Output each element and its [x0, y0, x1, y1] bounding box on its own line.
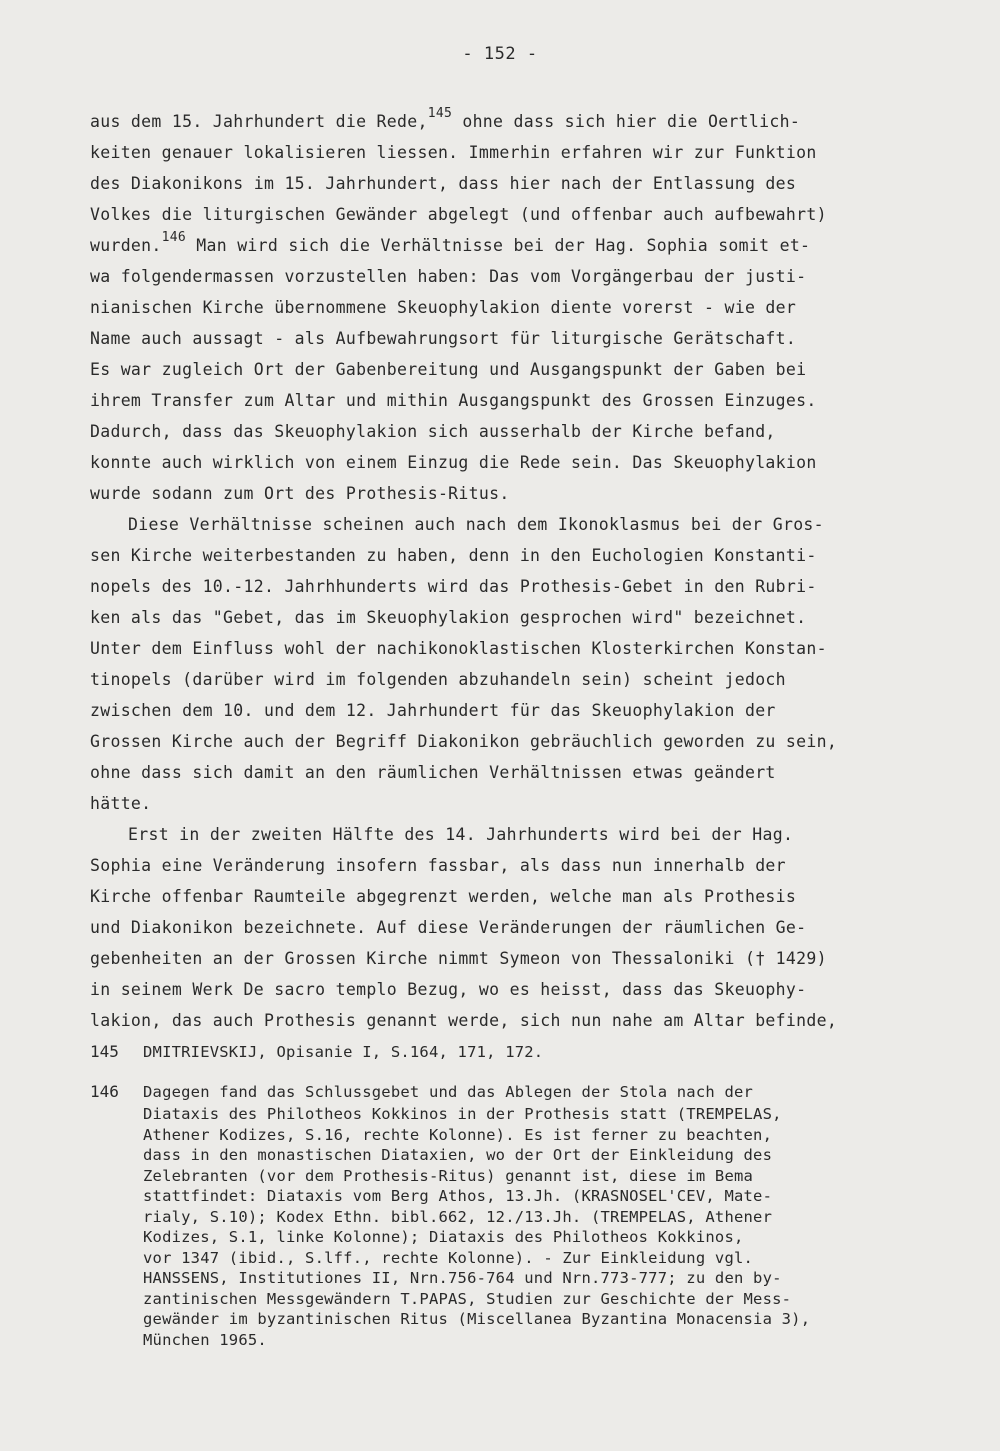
footnote-line: München 1965.	[143, 1330, 267, 1349]
line-text: des Diakonikons im 15. Jahrhundert, dass hier nach der Entlassung des	[90, 174, 797, 193]
footnote-number: 146	[90, 1082, 119, 1101]
text-line	[90, 354, 935, 385]
footnote-reference: 146	[161, 230, 187, 245]
line-text: nianischen Kirche übernommene Skeuophylakion diente vorerst - wie der	[90, 298, 797, 317]
footnote-line: zantinischen Messgewändern T.PAPAS, Studien zur Geschichte der Mess-	[143, 1289, 792, 1308]
line-text: Diese Verhältnisse scheinen auch nach dem Ikonoklasmus bei der Gros-	[128, 515, 824, 534]
text-line	[90, 199, 935, 230]
line-text: ohne dass sich hier die Oertlich-	[452, 112, 801, 131]
line-text: Kirche offenbar Raumteile abgegrenzt werden, welche man als Prothesis	[90, 887, 797, 906]
footnotes	[90, 1040, 950, 1350]
footnote-145	[90, 1040, 950, 1064]
line-text: ohne dass sich damit an den räumlichen Verhältnissen etwas geändert	[90, 763, 776, 782]
text-line	[90, 881, 935, 912]
line-text: aus dem 15. Jahrhundert die Rede,	[90, 112, 428, 131]
text-line	[90, 571, 935, 602]
line-text: Es war zugleich Ort der Gabenbereitung und Ausgangspunkt der Gaben bei	[90, 360, 807, 379]
text-line	[90, 540, 935, 571]
text-line	[90, 509, 935, 540]
line-text: Name auch aussagt - als Aufbewahrungsort für liturgische Gerätschaft.	[90, 329, 797, 348]
text-line	[90, 788, 935, 819]
footnote-line: Zelebranten (vor dem Prothesis-Ritus) genannt ist, diese im Bema	[143, 1166, 754, 1185]
text-line	[90, 230, 935, 261]
line-text: gebenheiten an der Grossen Kirche nimmt Symeon von Thessaloniki († 1429)	[90, 949, 827, 968]
page-number: - 152 -	[462, 44, 538, 64]
line-text: Dadurch, dass das Skeuophylakion sich ausserhalb der Kirche befand,	[90, 422, 776, 441]
footnote-line: Kodizes, S.1, linke Kolonne); Diataxis des Philotheos Kokkinos,	[143, 1228, 744, 1246]
line-text: Erst in der zweiten Hälfte des 14. Jahrhunderts wird bei der Hag.	[128, 825, 794, 844]
text-line	[90, 416, 935, 447]
text-line	[90, 478, 935, 509]
footnote-146	[90, 1080, 950, 1350]
text-line	[90, 664, 935, 695]
text-line	[90, 943, 935, 974]
text-line	[90, 168, 935, 199]
line-text: ken als das "Gebet, das im Skeuophylakion gesprochen wird" bezeichnet.	[90, 608, 807, 627]
line-text: ihrem Transfer zum Altar und mithin Ausgangspunkt des Grossen Einzuges.	[90, 391, 817, 410]
line-text: sen Kirche weiterbestanden zu haben, denn in den Euchologien Konstanti-	[90, 546, 817, 565]
line-text: wa folgendermassen vorzustellen haben: Das vom Vorgängerbau der justi-	[90, 267, 807, 286]
text-line	[90, 385, 935, 416]
text-line	[90, 1005, 935, 1036]
footnote-line: vor 1347 (ibid., S.lff., rechte Kolonne). - Zur Einkleidung vgl.	[143, 1248, 754, 1267]
line-text: zwischen dem 10. und dem 12. Jahrhundert für das Skeuophylakion der	[90, 701, 776, 720]
footnote-line: Diataxis des Philotheos Kokkinos in der Prothesis statt (TREMPELAS,	[143, 1105, 782, 1123]
line-text: wurden.	[90, 236, 162, 255]
text-line	[90, 261, 935, 292]
footnote-line: stattfindet: Diataxis vom Berg Athos, 13.Jh. (KRASNOSEL'CEV, Mate-	[143, 1187, 773, 1205]
footnote-reference: 145	[427, 106, 453, 121]
line-text: nopels des 10.-12. Jahrhhunderts wird das Prothesis-Gebet in den Rubri-	[90, 577, 817, 596]
line-text: Man wird sich die Verhältnisse bei der Hag. Sophia somit et-	[186, 236, 811, 255]
footnote-line: HANSSENS, Institutiones II, Nrn.756-764 und Nrn.773-777; zu den by-	[143, 1269, 782, 1287]
line-text: lakion, das auch Prothesis genannt werde, sich nun nahe am Altar befinde,	[90, 1011, 838, 1030]
footnote-line: Dagegen fand das Schlussgebet und das Ablegen der Stola nach der	[143, 1083, 754, 1101]
line-text: hätte.	[90, 794, 152, 813]
text-line	[90, 726, 935, 757]
text-line	[90, 106, 935, 137]
footnote-line: dass in den monastischen Diataxien, wo der Ort der Einkleidung des	[143, 1146, 773, 1164]
text-line	[90, 819, 935, 850]
line-text: wurde sodann zum Ort des Prothesis-Ritus.	[90, 484, 510, 503]
line-text: in seinem Werk De sacro templo Bezug, wo es heisst, dass das Skeuophy-	[90, 980, 807, 999]
footnote-line: Athener Kodizes, S.16, rechte Kolonne). Es ist ferner zu beachten,	[143, 1125, 773, 1144]
text-line	[90, 850, 935, 881]
text-line	[90, 137, 935, 168]
text-line	[90, 757, 935, 788]
text-line	[90, 633, 935, 664]
text-line	[90, 974, 935, 1005]
line-text: Volkes die liturgischen Gewänder abgelegt (und offenbar auch aufbewahrt)	[90, 205, 827, 224]
text-line	[90, 447, 935, 478]
body-text	[90, 106, 935, 1036]
text-line	[90, 292, 935, 323]
line-text: keiten genauer lokalisieren liessen. Immerhin erfahren wir zur Funktion	[90, 143, 817, 162]
line-text: Sophia eine Veränderung insofern fassbar, als dass nun innerhalb der	[90, 856, 786, 875]
footnote-line: DMITRIEVSKIJ, Opisanie I, S.164, 171, 172.	[143, 1043, 544, 1061]
line-text: tinopels (darüber wird im folgenden abzuhandeln sein) scheint jedoch	[90, 670, 786, 689]
line-text: Unter dem Einfluss wohl der nachikonoklastischen Klosterkirchen Konstan-	[90, 639, 827, 658]
text-line	[90, 695, 935, 726]
footnote-number: 145	[90, 1042, 119, 1061]
text-line	[90, 912, 935, 943]
footnote-line: rialy, S.10); Kodex Ethn. bibl.662, 12./13.Jh. (TREMPELAS, Athener	[143, 1207, 773, 1226]
line-text: konnte auch wirklich von einem Einzug die Rede sein. Das Skeuophylakion	[90, 453, 817, 472]
footnote-line: gewänder im byzantinischen Ritus (Miscellanea Byzantina Monacensia 3),	[143, 1310, 811, 1328]
line-text: Grossen Kirche auch der Begriff Diakonikon gebräuchlich geworden zu sein,	[90, 732, 838, 751]
text-line	[90, 323, 935, 354]
text-line	[90, 602, 935, 633]
line-text: und Diakonikon bezeichnete. Auf diese Veränderungen der räumlichen Ge-	[90, 918, 807, 937]
